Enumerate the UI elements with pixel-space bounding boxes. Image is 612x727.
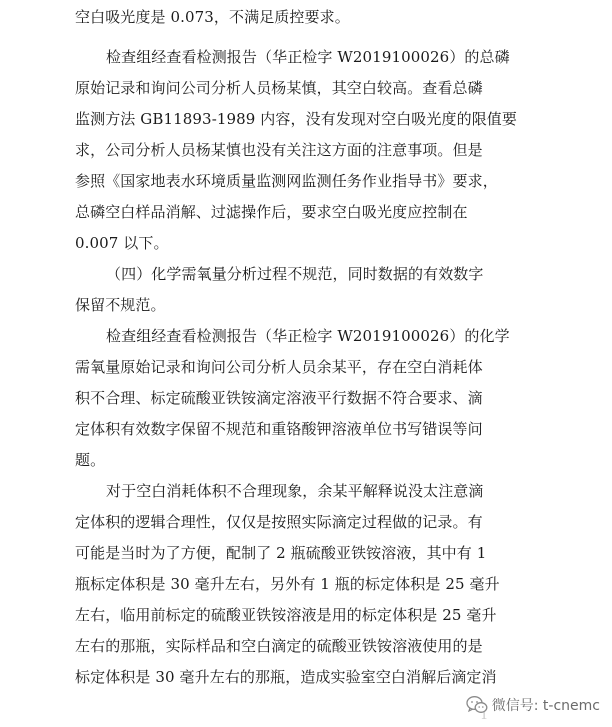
- text-line: 对于空白消耗体积不合理现象，余某平解释说没太注意滴: [106, 482, 484, 500]
- text-line: 监测方法 GB11893-1989 内容，没有发现对空白吸光度的限值要: [75, 110, 518, 128]
- text-line: 0.007 以下。: [75, 234, 169, 252]
- wechat-icon: [466, 695, 488, 715]
- text-line: 积不合理、标定硫酸亚铁铵滴定溶液平行数据不符合要求、滴: [75, 389, 483, 407]
- text-line: 题。: [75, 451, 106, 469]
- text-line: 空白吸光度是 0.073，不满足质控要求。: [75, 8, 350, 26]
- text-line: 左右的那瓶，实际样品和空白滴定的硫酸亚铁铵溶液使用的是: [75, 637, 483, 655]
- text-line: 瓶标定体积是 30 毫升左右，另外有 1 瓶的标定体积是 25 毫升: [75, 575, 500, 593]
- text-line: 可能是当时为了方便，配制了 2 瓶硫酸亚铁铵溶液，其中有 1: [75, 544, 487, 562]
- text-line: 检查组经查看检测报告（华正检字 W2019100026）的总磷: [106, 48, 510, 66]
- text-line: 总磷空白样品消解、过滤操作后，要求空白吸光度应控制在: [75, 203, 468, 221]
- text-line: 求，公司分析人员杨某慎也没有关注这方面的注意事项。但是: [75, 141, 483, 159]
- text-line: 检查组经查看检测报告（华正检字 W2019100026）的化学: [106, 327, 510, 345]
- text-line: 左右，临用前标定的硫酸亚铁铵溶液是用的标定体积是 25 毫升: [75, 606, 497, 624]
- section-heading: （四）化学需氧量分析过程不规范，同时数据的有效数字: [106, 265, 484, 283]
- text-line: 参照《国家地表水环境质量监测网监测任务作业指导书》要求，: [75, 172, 498, 190]
- text-line: 定体积的逻辑合理性，仅仅是按照实际滴定过程做的记录。有: [75, 513, 483, 531]
- text-line: 原始记录和询问公司分析人员杨某慎，其空白较高。查看总磷: [75, 79, 483, 97]
- section-heading: 保留不规范。: [75, 296, 166, 314]
- watermark: [464, 691, 602, 719]
- text-line: 标定体积是 30 毫升左右的那瓶，造成实验室空白消解后滴定消: [75, 668, 497, 686]
- text-line: 定体积有效数字保留不规范和重铬酸钾溶液单位书写错误等问: [75, 420, 483, 438]
- watermark-text: 微信号: t-cnemc: [491, 698, 600, 714]
- text-line: 需氧量原始记录和询问公司分析人员余某平，存在空白消耗体: [75, 358, 483, 376]
